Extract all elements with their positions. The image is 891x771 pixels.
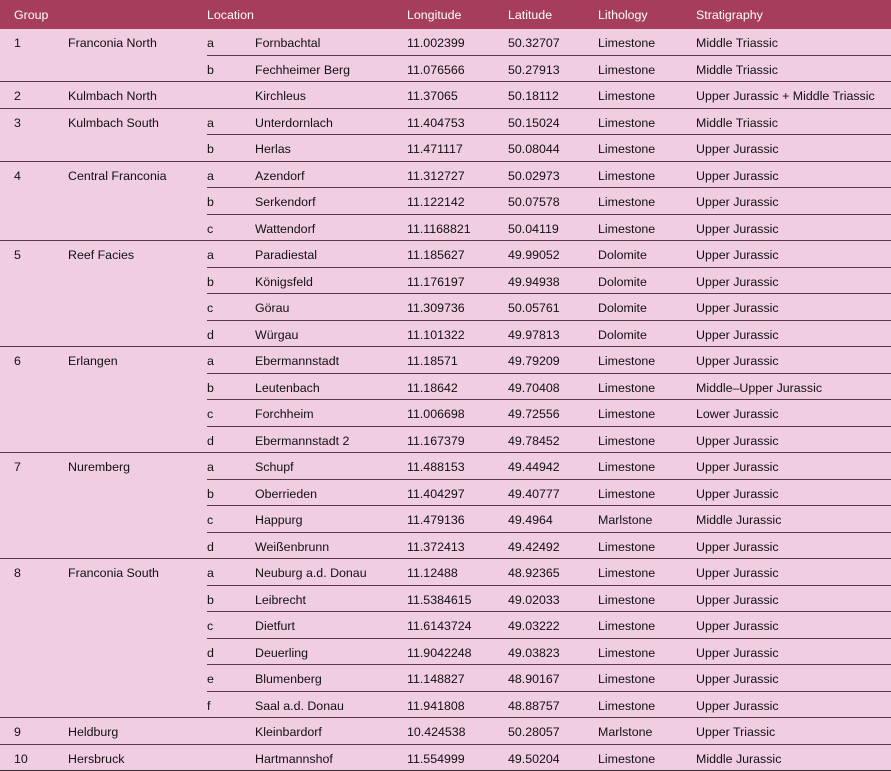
sub-location-letter: d [207, 540, 214, 554]
location-name: Würgau [255, 328, 298, 342]
stratigraphy-value: Upper Jurassic [696, 248, 779, 262]
stratigraphy-value: Lower Jurassic [696, 407, 779, 421]
longitude-value: 11.5384615 [407, 593, 472, 607]
table-group [0, 29, 891, 82]
group-name: Erlangen [68, 354, 118, 368]
longitude-value: 11.37065 [407, 89, 458, 103]
location-name: Fornbachtal [255, 36, 320, 50]
table-row [0, 29, 891, 55]
table-row [0, 347, 891, 373]
sub-location-letter: e [207, 672, 214, 686]
latitude-value: 49.72556 [508, 407, 560, 421]
header-group: Group [14, 8, 48, 22]
latitude-value: 50.08044 [508, 142, 560, 156]
latitude-value: 49.94938 [508, 275, 560, 289]
group-name: Kulmbach North [68, 89, 157, 103]
table-group [0, 82, 891, 109]
location-name: Ebermannstadt 2 [255, 434, 349, 448]
lithology-value: Limestone [598, 63, 655, 77]
stratigraphy-value: Upper Triassic [696, 725, 775, 739]
table-row [0, 453, 891, 479]
location-name: Weißenbrunn [255, 540, 329, 554]
table-row [207, 691, 891, 718]
table-row [207, 320, 891, 347]
longitude-value: 11.372413 [407, 540, 465, 554]
longitude-value: 11.404753 [407, 116, 465, 130]
location-name: Görau [255, 301, 289, 315]
longitude-value: 11.185627 [407, 248, 465, 262]
table-row [207, 638, 891, 665]
location-name: Blumenberg [255, 672, 322, 686]
table-row [0, 109, 891, 135]
latitude-value: 48.90167 [508, 672, 560, 686]
table-group [0, 109, 891, 162]
latitude-value: 48.92365 [508, 566, 560, 580]
sub-location-letter: b [207, 275, 214, 289]
longitude-value: 11.18642 [407, 381, 458, 395]
table-row [207, 55, 891, 82]
table-header [0, 0, 891, 29]
lithology-value: Limestone [598, 89, 655, 103]
table-row [207, 373, 891, 400]
stratigraphy-value: Upper Jurassic [696, 540, 779, 554]
sub-location-letter: f [207, 699, 210, 713]
location-name: Paradiestal [255, 248, 317, 262]
lithology-value: Limestone [598, 169, 655, 183]
longitude-value: 11.488153 [407, 460, 465, 474]
header-longitude: Longitude [407, 8, 461, 22]
group-number: 10 [14, 752, 28, 766]
group-number: 3 [14, 116, 21, 130]
lithology-value: Limestone [598, 460, 655, 474]
longitude-value: 11.176197 [407, 275, 465, 289]
table-row [207, 585, 891, 612]
table-group [0, 559, 891, 718]
group-number: 5 [14, 248, 21, 262]
lithology-value: Limestone [598, 142, 655, 156]
table-group [0, 347, 891, 453]
table-row [207, 134, 891, 161]
group-number: 1 [14, 36, 21, 50]
longitude-value: 11.002399 [407, 36, 465, 50]
stratigraphy-value: Upper Jurassic [696, 646, 779, 660]
latitude-value: 49.50204 [508, 752, 560, 766]
table-row [0, 82, 891, 108]
location-name: Kirchleus [255, 89, 306, 103]
table-row [207, 611, 891, 638]
longitude-value: 11.471117 [407, 142, 463, 156]
table-row [207, 187, 891, 214]
group-name: Kulmbach South [68, 116, 159, 130]
location-name: Leutenbach [255, 381, 320, 395]
stratigraphy-value: Upper Jurassic + Middle Triassic [696, 89, 875, 103]
stratigraphy-value: Upper Jurassic [696, 619, 779, 633]
longitude-value: 11.941808 [407, 699, 465, 713]
longitude-value: 11.12488 [407, 566, 458, 580]
table-row [0, 745, 891, 771]
latitude-value: 49.03823 [508, 646, 560, 660]
location-name: Neuburg a.d. Donau [255, 566, 367, 580]
stratigraphy-value: Upper Jurassic [696, 699, 779, 713]
latitude-value: 50.18112 [508, 89, 559, 103]
group-name: Central Franconia [68, 169, 166, 183]
group-name: Franconia South [68, 566, 159, 580]
latitude-value: 49.44942 [508, 460, 560, 474]
longitude-value: 11.122142 [407, 195, 465, 209]
stratigraphy-value: Upper Jurassic [696, 328, 779, 342]
header-location: Location [207, 8, 254, 22]
lithology-value: Limestone [598, 381, 655, 395]
sub-location-letter: c [207, 301, 213, 315]
table-row [207, 214, 891, 241]
location-name: Königsfeld [255, 275, 313, 289]
table-row [0, 162, 891, 188]
group-number: 8 [14, 566, 21, 580]
header-lithology: Lithology [598, 8, 648, 22]
sub-location-letter: a [207, 36, 214, 50]
sub-location-letter: a [207, 248, 214, 262]
group-name: Nuremberg [68, 460, 130, 474]
group-name: Heldburg [68, 725, 118, 739]
longitude-value: 11.554999 [407, 752, 465, 766]
latitude-value: 49.03222 [508, 619, 560, 633]
stratigraphy-value: Middle Jurassic [696, 513, 781, 527]
table-row [207, 532, 891, 559]
group-number: 4 [14, 169, 21, 183]
location-name: Deuerling [255, 646, 308, 660]
longitude-value: 11.148827 [407, 672, 465, 686]
longitude-value: 11.18571 [407, 354, 458, 368]
sub-location-letter: a [207, 566, 214, 580]
sub-location-letter: a [207, 169, 214, 183]
group-name: Reef Facies [68, 248, 134, 262]
sub-location-letter: c [207, 407, 213, 421]
sub-location-letter: c [207, 513, 213, 527]
latitude-value: 49.70408 [508, 381, 560, 395]
longitude-value: 11.006698 [407, 407, 465, 421]
lithology-value: Limestone [598, 699, 655, 713]
latitude-value: 50.15024 [508, 116, 560, 130]
latitude-value: 49.97813 [508, 328, 560, 342]
sub-location-letter: a [207, 116, 214, 130]
latitude-value: 50.32707 [508, 36, 560, 50]
stratigraphy-value: Middle Triassic [696, 63, 778, 77]
sub-location-letter: b [207, 487, 214, 501]
lithology-value: Dolomite [598, 328, 647, 342]
table-row [207, 267, 891, 294]
latitude-value: 49.40777 [508, 487, 560, 501]
lithology-value: Limestone [598, 487, 655, 501]
latitude-value: 50.05761 [508, 301, 560, 315]
table-row [207, 426, 891, 453]
group-number: 7 [14, 460, 21, 474]
table-row [0, 559, 891, 585]
latitude-value: 48.88757 [508, 699, 560, 713]
table-row [207, 399, 891, 426]
stratigraphy-value: Middle–Upper Jurassic [696, 381, 822, 395]
latitude-value: 49.4964 [508, 513, 553, 527]
sub-location-letter: a [207, 354, 214, 368]
latitude-value: 50.27913 [508, 63, 560, 77]
latitude-value: 49.79209 [508, 354, 560, 368]
location-name: Ebermannstadt [255, 354, 339, 368]
stratigraphy-value: Upper Jurassic [696, 434, 779, 448]
latitude-value: 49.78452 [508, 434, 560, 448]
lithology-value: Limestone [598, 646, 655, 660]
table-row [207, 479, 891, 506]
table-group [0, 718, 891, 745]
header-stratigraphy: Stratigraphy [696, 8, 763, 22]
location-name: Serkendorf [255, 195, 316, 209]
lithology-value: Limestone [598, 566, 655, 580]
location-name: Happurg [255, 513, 303, 527]
table-group [0, 162, 891, 242]
header-latitude: Latitude [508, 8, 552, 22]
longitude-value: 11.9042248 [407, 646, 472, 660]
table-row [207, 505, 891, 532]
stratigraphy-value: Upper Jurassic [696, 169, 779, 183]
group-number: 2 [14, 89, 21, 103]
longitude-value: 11.167379 [407, 434, 465, 448]
latitude-value: 50.07578 [508, 195, 560, 209]
location-name: Oberrieden [255, 487, 317, 501]
table-group [0, 453, 891, 559]
stratigraphy-value: Upper Jurassic [696, 460, 779, 474]
lithology-value: Limestone [598, 354, 655, 368]
lithology-value: Dolomite [598, 301, 647, 315]
location-name: Unterdornlach [255, 116, 333, 130]
stratigraphy-value: Upper Jurassic [696, 593, 779, 607]
stratigraphy-value: Upper Jurassic [696, 142, 779, 156]
longitude-value: 11.1168821 [407, 222, 471, 236]
table-row [0, 718, 891, 744]
location-name: Leibrecht [255, 593, 306, 607]
table-row [207, 664, 891, 691]
sub-location-letter: b [207, 63, 214, 77]
latitude-value: 50.28057 [508, 725, 560, 739]
longitude-value: 11.404297 [407, 487, 465, 501]
lithology-value: Limestone [598, 407, 655, 421]
location-name: Herlas [255, 142, 291, 156]
latitude-value: 50.04119 [508, 222, 559, 236]
table-group [0, 745, 891, 771]
stratigraphy-value: Middle Jurassic [696, 752, 781, 766]
longitude-value: 11.101322 [407, 328, 465, 342]
longitude-value: 11.076566 [407, 63, 465, 77]
location-name: Forchheim [255, 407, 314, 421]
group-name: Hersbruck [68, 752, 124, 766]
stratigraphy-value: Upper Jurassic [696, 275, 779, 289]
group-name: Franconia North [68, 36, 157, 50]
table-body [0, 29, 891, 771]
group-number: 6 [14, 354, 21, 368]
lithology-value: Limestone [598, 195, 655, 209]
lithology-value: Limestone [598, 540, 655, 554]
stratigraphy-value: Upper Jurassic [696, 222, 779, 236]
longitude-value: 11.479136 [407, 513, 465, 527]
stratigraphy-value: Upper Jurassic [696, 354, 779, 368]
sub-location-letter: d [207, 328, 214, 342]
lithology-value: Limestone [598, 593, 655, 607]
sub-location-letter: d [207, 646, 214, 660]
stratigraphy-value: Middle Triassic [696, 36, 778, 50]
stratigraphy-value: Upper Jurassic [696, 195, 779, 209]
lithology-value: Limestone [598, 36, 655, 50]
lithology-value: Limestone [598, 619, 655, 633]
lithology-value: Dolomite [598, 248, 647, 262]
stratigraphy-value: Upper Jurassic [696, 301, 779, 315]
lithology-value: Marlstone [598, 725, 652, 739]
location-name: Dietfurt [255, 619, 295, 633]
table-row [207, 293, 891, 320]
group-number: 9 [14, 725, 21, 739]
stratigraphy-value: Upper Jurassic [696, 672, 779, 686]
stratigraphy-value: Upper Jurassic [696, 487, 779, 501]
table-group [0, 241, 891, 347]
lithology-value: Limestone [598, 116, 655, 130]
lithology-value: Marlstone [598, 513, 652, 527]
lithology-value: Limestone [598, 672, 655, 686]
sub-location-letter: c [207, 222, 213, 236]
stratigraphy-value: Upper Jurassic [696, 566, 779, 580]
sub-location-letter: c [207, 619, 213, 633]
sub-location-letter: a [207, 460, 214, 474]
lithology-value: Limestone [598, 752, 655, 766]
stratigraphy-value: Middle Triassic [696, 116, 778, 130]
location-name: Hartmannshof [255, 752, 333, 766]
sub-location-letter: b [207, 142, 214, 156]
table-row [0, 241, 891, 267]
lithology-value: Limestone [598, 434, 655, 448]
latitude-value: 49.42492 [508, 540, 560, 554]
longitude-value: 11.312727 [407, 169, 465, 183]
sub-location-letter: b [207, 195, 214, 209]
latitude-value: 49.02033 [508, 593, 560, 607]
location-name: Azendorf [255, 169, 305, 183]
sub-location-letter: b [207, 593, 214, 607]
latitude-value: 50.02973 [508, 169, 560, 183]
location-name: Schupf [255, 460, 294, 474]
lithology-value: Limestone [598, 222, 655, 236]
sub-location-letter: d [207, 434, 214, 448]
sub-location-letter: b [207, 381, 214, 395]
lithology-value: Dolomite [598, 275, 647, 289]
location-name: Fechheimer Berg [255, 63, 350, 77]
location-name: Kleinbardorf [255, 725, 322, 739]
longitude-value: 10.424538 [407, 725, 466, 739]
longitude-value: 11.6143724 [407, 619, 472, 633]
longitude-value: 11.309736 [407, 301, 465, 315]
latitude-value: 49.99052 [508, 248, 560, 262]
location-name: Saal a.d. Donau [255, 699, 344, 713]
location-name: Wattendorf [255, 222, 315, 236]
